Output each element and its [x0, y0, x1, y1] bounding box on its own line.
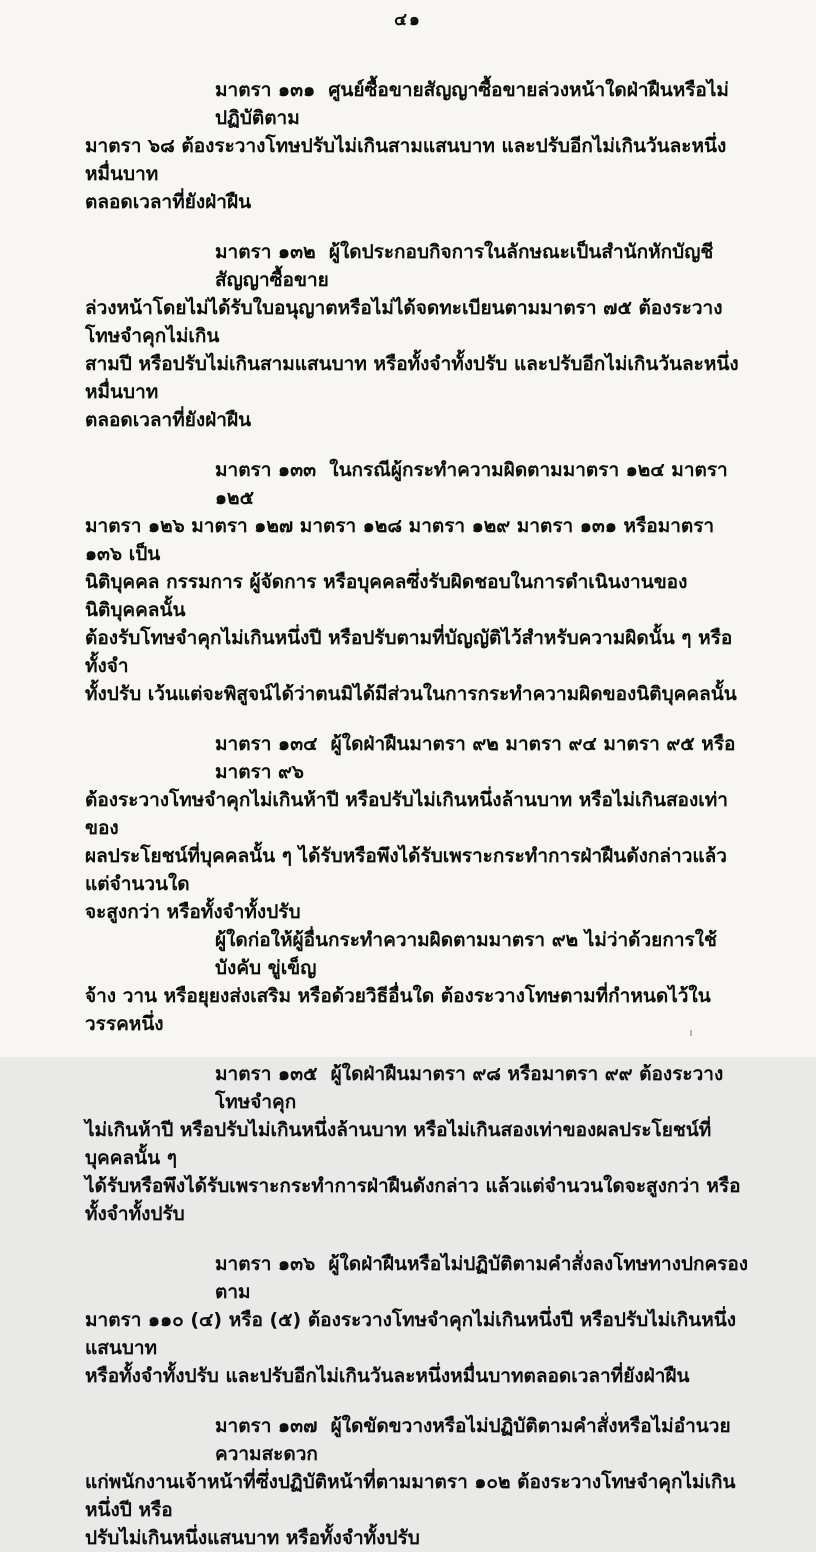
section-136	[85, 1250, 751, 1390]
text-line: มาตรา ๑๓๔ ผู้ใดฝ่าฝืนมาตรา ๙๒ มาตรา ๙๔ มาตรา ๙๕ หรือมาตรา ๙๖	[215, 733, 736, 783]
text-line: มาตรา ๑๓๕ ผู้ใดฝ่าฝืนมาตรา ๙๘ หรือมาตรา ๙๙ ต้องระวางโทษจำคุก	[215, 1063, 724, 1113]
text-line: ทั้งปรับ เว้นแต่จะพิสูจน์ได้ว่าตนมิได้มีส่วนในการกระทำความผิดของนิติบุคคลนั้น	[85, 683, 737, 705]
text-line: หรือทั้งจำทั้งปรับ และปรับอีกไม่เกินวันละหนึ่งหมื่นบาทตลอดเวลาที่ยังฝ่าฝืน	[85, 1365, 690, 1387]
text-line: ล่วงหน้าโดยไม่ได้รับใบอนุญาตหรือไม่ได้จดทะเบียนตามมาตรา ๗๕ ต้องระวางโทษจำคุกไม่เกิน	[85, 297, 723, 347]
text-line: มาตรา ๑๓๒ ผู้ใดประกอบกิจการในลักษณะเป็นสำนักหักบัญชีสัญญาซื้อขาย	[215, 241, 714, 291]
document-body	[85, 76, 751, 1552]
text-line: มาตรา ๑๓๓ ในกรณีผู้กระทำความผิดตามมาตรา ๑๒๔ มาตรา ๑๒๕	[215, 459, 735, 509]
text-line: ตลอดเวลาที่ยังฝ่าฝืน	[85, 191, 252, 213]
text-line: นิติบุคคล กรรมการ ผู้จัดการ หรือบุคคลซึ่งรับผิดชอบในการดำเนินงานของนิติบุคคลนั้น	[85, 571, 688, 621]
text-line: สามปี หรือปรับไม่เกินสามแสนบาท หรือทั้งจำทั้งปรับ และปรับอีกไม่เกินวันละหนึ่งหมื่นบาท	[85, 353, 739, 403]
text-line: ต้องรับโทษจำคุกไม่เกินหนึ่งปี หรือปรับตามที่บัญญัติไว้สำหรับความผิดนั้น ๆ หรือทั้งจำ	[85, 627, 733, 677]
text-line: ต้องระวางโทษจำคุกไม่เกินห้าปี หรือปรับไม่เกินหนึ่งล้านบาท หรือไม่เกินสองเท่าของ	[85, 789, 728, 839]
text-line: แก่พนักงานเจ้าหน้าที่ซึ่งปฏิบัติหน้าที่ตามมาตรา ๑๐๒ ต้องระวางโทษจำคุกไม่เกินหนึ่งปี หรือ	[85, 1471, 736, 1521]
text-line: ผลประโยชน์ที่บุคคลนั้น ๆ ได้รับหรือพึงได้รับเพราะกระทำการฝ่าฝืนดังกล่าวแล้วแต่จำนวนใด	[85, 845, 727, 895]
section-134-paragraph-2	[85, 926, 751, 1038]
section-137	[85, 1412, 751, 1552]
section-132	[85, 238, 751, 434]
text-line: จะสูงกว่า หรือทั้งจำทั้งปรับ	[85, 901, 301, 923]
text-line: ได้รับหรือพึงได้รับเพราะกระทำการฝ่าฝืนดังกล่าว แล้วแต่จำนวนใดจะสูงกว่า หรือทั้งจำทั้งปรับ	[85, 1175, 741, 1225]
text-line: มาตรา ๖๘ ต้องระวางโทษปรับไม่เกินสามแสนบาท และปรับอีกไม่เกินวันละหนึ่งหมื่นบาท	[85, 135, 727, 185]
section-134	[85, 730, 751, 926]
section-135	[85, 1060, 751, 1228]
section-133	[85, 456, 751, 708]
text-line: ปรับไม่เกินหนึ่งแสนบาท หรือทั้งจำทั้งปรับ	[85, 1527, 420, 1549]
text-line: ไม่เกินห้าปี หรือปรับไม่เกินหนึ่งล้านบาท หรือไม่เกินสองเท่าของผลประโยชน์ที่บุคคลนั้น ๆ	[85, 1119, 712, 1169]
scan-artifact	[690, 1030, 692, 1036]
text-line: มาตรา ๑๓๑ ศูนย์ซื้อขายสัญญาซื้อขายล่วงหน้าใดฝ่าฝืนหรือไม่ปฏิบัติตาม	[215, 79, 729, 129]
text-line: ผู้ใดก่อให้ผู้อื่นกระทำความผิดตามมาตรา ๙๒ ไม่ว่าด้วยการใช้ บังคับ ขู่เข็ญ	[215, 929, 724, 979]
text-line: จ้าง วาน หรือยุยงส่งเสริม หรือด้วยวิธีอื่นใด ต้องระวางโทษตามที่กำหนดไว้ในวรรคหนึ่ง	[85, 985, 711, 1035]
text-line: ตลอดเวลาที่ยังฝ่าฝืน	[85, 409, 252, 431]
text-line: มาตรา ๑๒๖ มาตรา ๑๒๗ มาตรา ๑๒๘ มาตรา ๑๒๙ มาตรา ๑๓๑ หรือมาตรา ๑๓๖ เป็น	[85, 515, 721, 565]
text-line: มาตรา ๑๓๗ ผู้ใดขัดขวางหรือไม่ปฏิบัติตามคำสั่งหรือไม่อำนวยความสะดวก	[215, 1415, 731, 1465]
text-line: มาตรา ๑๓๖ ผู้ใดฝ่าฝืนหรือไม่ปฏิบัติตามคำสั่งลงโทษทางปกครองตาม	[215, 1253, 749, 1303]
text-line: มาตรา ๑๑๐ (๔) หรือ (๕) ต้องระวางโทษจำคุกไม่เกินหนึ่งปี หรือปรับไม่เกินหนึ่งแสนบาท	[85, 1309, 737, 1359]
section-131	[85, 76, 751, 216]
page-number: ๔๑	[394, 10, 422, 30]
